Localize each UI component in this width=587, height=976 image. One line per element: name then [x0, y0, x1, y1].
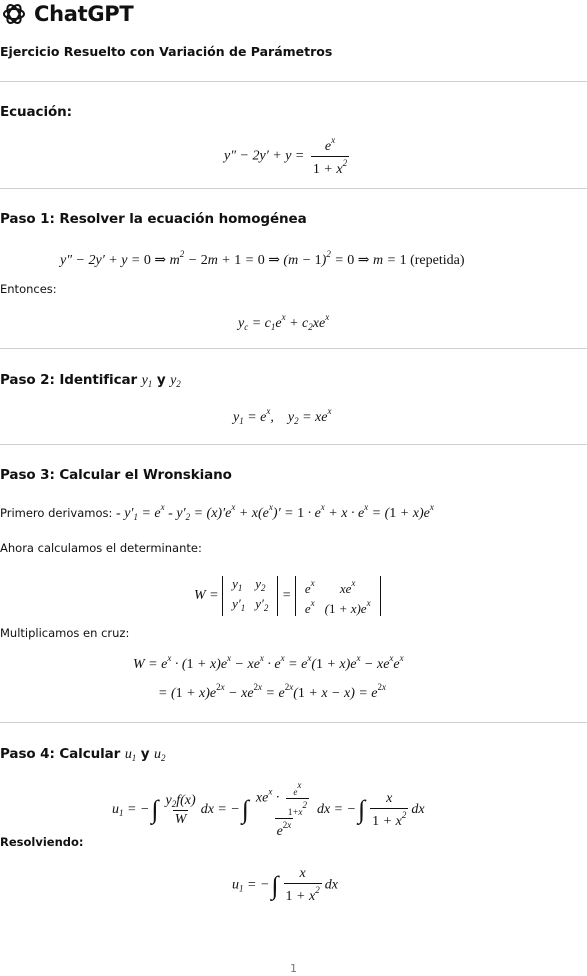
text-entonces: Entonces: [0, 282, 57, 296]
page-number: 1 [290, 962, 297, 975]
fundamental-solutions: $y_1 = e^x$, $y_2 = xe^x$ [233, 406, 332, 426]
divider [0, 722, 587, 723]
section-title-ecuacion: Ecuación: [0, 104, 72, 120]
section-title-paso2: Paso 2: Identificar $y_1$ y $y_2$ [0, 372, 181, 389]
wronskian-line2: = $(1 + x)e^{2x} - xe^{2x} = e^{2x}(1 + x - x) = e^{2x}$ [158, 682, 387, 701]
brand-name: ChatGPT [34, 2, 134, 26]
wronskian-line1: $W = e^x \cdot (1 + x)e^x - xe^x \cdot e^x = e^x(1 + x)e^x - xe^xe^x$ [133, 653, 404, 672]
openai-logo-icon [0, 0, 28, 28]
divider [0, 444, 587, 445]
section-title-paso3: Paso 3: Calcular el Wronskiano [0, 467, 232, 483]
u1-formula: $u_1$ = −∫ $\frac{y_2f(x)}{W}$ dx = −∫ $xe^x$ · $\frac{ex}{1+x2}$ $e^{2x}$ dx = −∫ $\frac{x}{1 + x^2}$ dx [112, 780, 425, 839]
main-equation: y″ − 2y′ + y = $\frac{e^x}{1 + x^2}$ [224, 135, 348, 177]
chatgpt-header [0, 0, 133, 28]
divider [0, 81, 587, 82]
text-derivamos: Primero derivamos: - $y'_1 = e^x - y'_2 = (x)'e^x + x(e^x)' = 1 \cdot e^x + x \cdot e^x = (1 + x)e^x$ [0, 502, 434, 522]
text-multiplicamos: Multiplicamos en cruz: [0, 626, 130, 640]
divider [0, 188, 587, 189]
section-title-paso4: Paso 4: Calcular $u_1$ y $u_2$ [0, 746, 166, 763]
section-title-paso1: Paso 1: Resolver la ecuación homogénea [0, 211, 307, 227]
characteristic-equation: y″ − 2y′ + y = 0 ⇒ $m^2 - 2m + 1 = 0$ ⇒ $(m - 1)^2 = 0$ ⇒ m = 1 (repetida) [60, 249, 465, 268]
u1-result: $u_1$ = −∫ $\frac{x}{1 + x^2}$ dx [232, 866, 338, 904]
divider [0, 348, 587, 349]
text-determinante: Ahora calculamos el determinante: [0, 541, 202, 555]
wronskian-determinant: W = $y_1$ $y_2$ $y'_1$ $y'_2$ = $e^x$ $xe^x$ $e^x$ $(1 + x)e^x$ [194, 576, 381, 616]
text-resolviendo: Resolviendo: [0, 835, 84, 849]
homogeneous-solution: $y_c = c_1e^x + c_2xe^x$ [238, 312, 330, 332]
document-title: Ejercicio Resuelto con Variación de Parámetros [0, 44, 333, 59]
